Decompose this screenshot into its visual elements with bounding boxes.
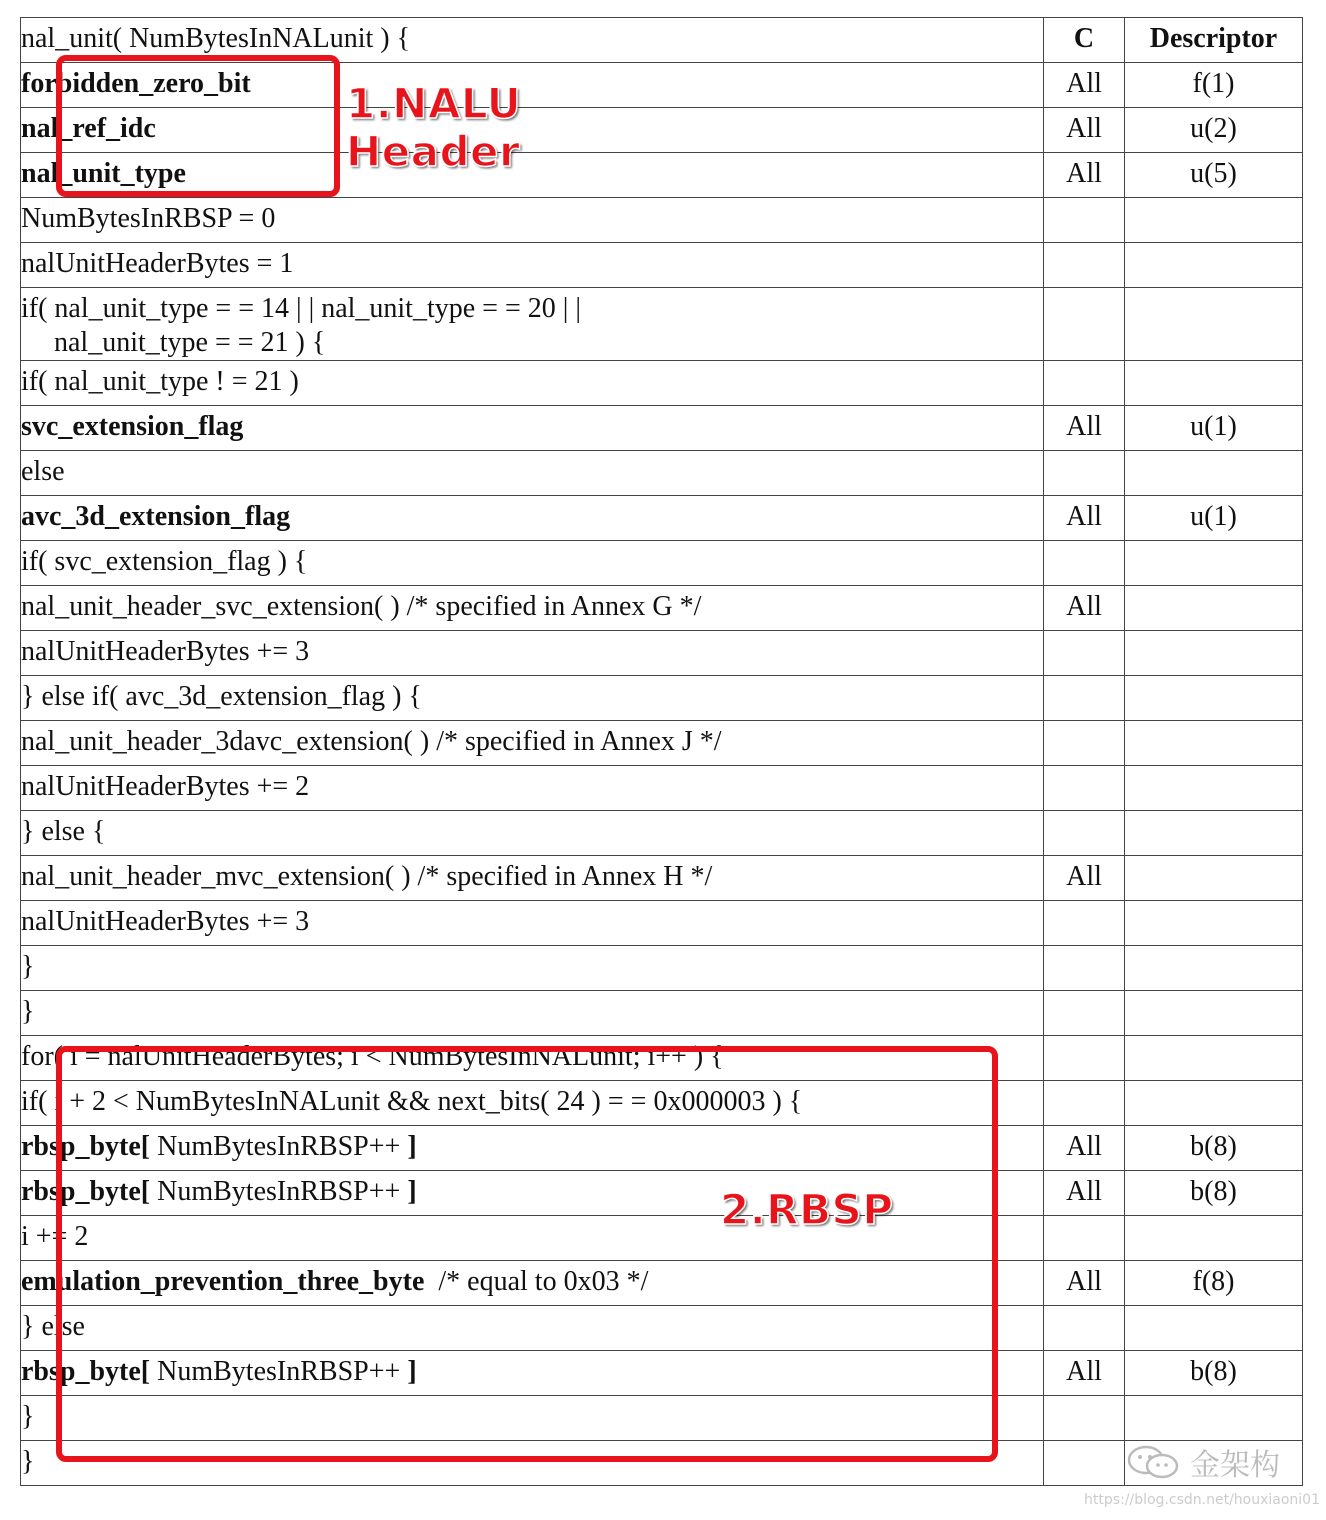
syntax-element: nal_ref_idc <box>21 113 156 144</box>
table-row <box>21 198 1303 243</box>
category-cell: All <box>1044 856 1125 901</box>
code-cell <box>21 451 1044 496</box>
category-cell: All <box>1044 1126 1125 1171</box>
syntax-element: svc_extension_flag <box>21 411 244 442</box>
category-cell <box>1044 946 1125 991</box>
table-row <box>21 496 1303 541</box>
syntax-element: i += 2 <box>21 1221 89 1252</box>
category-cell <box>1044 676 1125 721</box>
table-row <box>21 856 1303 901</box>
syntax-element: if( i + 2 < NumBytesInNALunit && next_bits( 24 ) = = 0x000003 ) { <box>21 1086 803 1117</box>
code-cell <box>21 361 1044 406</box>
descriptor-cell <box>1125 991 1303 1036</box>
syntax-element: nal_unit_type <box>21 158 186 189</box>
syntax-element: if( nal_unit_type ! = 21 ) <box>21 366 299 397</box>
syntax-element: avc_3d_extension_flag <box>21 501 291 532</box>
descriptor-cell: b(8) <box>1125 1171 1303 1216</box>
descriptor-cell <box>1125 856 1303 901</box>
table-row <box>21 811 1303 856</box>
header-c-cell: C <box>1044 18 1125 63</box>
nalu-header-label-line1: 1.NALU <box>346 79 522 128</box>
rbsp-label: 2.RBSP <box>720 1185 894 1234</box>
descriptor-cell <box>1125 901 1303 946</box>
syntax-argument: NumBytesInRBSP++ <box>150 1356 408 1387</box>
descriptor-cell <box>1125 1081 1303 1126</box>
syntax-element: rbsp_byte[ <box>21 1356 151 1387</box>
header-descriptor-cell: Descriptor <box>1125 18 1303 63</box>
category-cell: All <box>1044 586 1125 631</box>
code-cell <box>21 901 1044 946</box>
descriptor-cell <box>1125 811 1303 856</box>
syntax-element: rbsp_byte[ <box>21 1131 151 1162</box>
syntax-element: nal_unit_header_svc_extension( ) /* specified in Annex G */ <box>21 591 702 622</box>
syntax-bracket: ] <box>407 1176 417 1207</box>
syntax-element: } <box>21 996 35 1027</box>
category-cell <box>1044 541 1125 586</box>
code-cell <box>21 946 1044 991</box>
category-cell: All <box>1044 153 1125 198</box>
syntax-element: rbsp_byte[ <box>21 1176 151 1207</box>
descriptor-cell <box>1125 243 1303 288</box>
category-cell <box>1044 361 1125 406</box>
table-row <box>21 1351 1303 1396</box>
category-cell: All <box>1044 496 1125 541</box>
category-cell <box>1044 1441 1125 1486</box>
table-row <box>21 361 1303 406</box>
table-row <box>21 721 1303 766</box>
syntax-argument: /* equal to 0x03 */ <box>424 1266 649 1297</box>
syntax-element: } <box>21 1446 35 1477</box>
category-cell <box>1044 1216 1125 1261</box>
category-cell <box>1044 1036 1125 1081</box>
descriptor-cell <box>1125 1306 1303 1351</box>
category-cell <box>1044 243 1125 288</box>
syntax-element: NumBytesInRBSP = 0 <box>21 203 276 234</box>
category-cell: All <box>1044 1261 1125 1306</box>
code-cell <box>21 198 1044 243</box>
syntax-argument: NumBytesInRBSP++ <box>150 1131 408 1162</box>
syntax-element: } <box>21 951 35 982</box>
table-row <box>21 1036 1303 1081</box>
descriptor-cell <box>1125 631 1303 676</box>
table-row <box>21 1126 1303 1171</box>
header-code-cell: nal_unit( NumBytesInNALunit ) { <box>21 18 1044 63</box>
watermark-brand <box>1126 1440 1280 1484</box>
syntax-element: nalUnitHeaderBytes += 2 <box>21 771 310 802</box>
syntax-element: nal_unit_header_mvc_extension( ) /* specified in Annex H */ <box>21 861 713 892</box>
code-cell <box>21 811 1044 856</box>
category-cell <box>1044 991 1125 1036</box>
code-cell <box>21 288 1044 361</box>
table-row <box>21 1171 1303 1216</box>
table-row <box>21 901 1303 946</box>
code-cell <box>21 1126 1044 1171</box>
category-cell: All <box>1044 108 1125 153</box>
table-row <box>21 1441 1303 1486</box>
descriptor-cell: u(2) <box>1125 108 1303 153</box>
table-row <box>21 586 1303 631</box>
descriptor-cell: u(1) <box>1125 406 1303 451</box>
descriptor-cell: b(8) <box>1125 1351 1303 1396</box>
table-row <box>21 288 1303 361</box>
code-cell <box>21 1081 1044 1126</box>
watermark-url: https://blog.csdn.net/houxiaoni01 <box>1084 1492 1320 1508</box>
watermark-brand-text: 金架构 <box>1190 1448 1280 1483</box>
category-cell: All <box>1044 1171 1125 1216</box>
code-cell <box>21 1261 1044 1306</box>
descriptor-cell <box>1125 1216 1303 1261</box>
table-row <box>21 153 1303 198</box>
category-cell <box>1044 198 1125 243</box>
code-cell <box>21 1351 1044 1396</box>
code-cell <box>21 631 1044 676</box>
table-row <box>21 946 1303 991</box>
descriptor-cell: u(1) <box>1125 496 1303 541</box>
syntax-element: if( nal_unit_type = = 14 | | nal_unit_type = = 20 | | <box>21 293 581 324</box>
syntax-element: } <box>21 1401 35 1432</box>
code-cell <box>21 541 1044 586</box>
category-cell <box>1044 631 1125 676</box>
table-row <box>21 451 1303 496</box>
syntax-element: } else { <box>21 816 106 847</box>
syntax-element: } else if( avc_3d_extension_flag ) { <box>21 681 422 712</box>
table-row <box>21 991 1303 1036</box>
syntax-element: nal_unit_header_3davc_extension( ) /* specified in Annex J */ <box>21 726 722 757</box>
descriptor-cell: b(8) <box>1125 1126 1303 1171</box>
descriptor-cell <box>1125 361 1303 406</box>
code-cell <box>21 1396 1044 1441</box>
syntax-element: emulation_prevention_three_byte <box>21 1266 425 1297</box>
descriptor-cell <box>1125 541 1303 586</box>
category-cell <box>1044 288 1125 361</box>
category-cell <box>1044 901 1125 946</box>
code-cell <box>21 108 1044 153</box>
syntax-element: for( i = nalUnitHeaderBytes; i < NumBytesInNALunit; i++ ) { <box>21 1041 724 1072</box>
category-cell <box>1044 811 1125 856</box>
syntax-table <box>20 17 1303 1486</box>
syntax-element: nalUnitHeaderBytes += 3 <box>21 906 310 937</box>
table-row <box>21 676 1303 721</box>
code-cell <box>21 153 1044 198</box>
descriptor-cell <box>1125 946 1303 991</box>
table-row <box>21 1396 1303 1441</box>
descriptor-cell <box>1125 1036 1303 1081</box>
code-cell <box>21 496 1044 541</box>
syntax-element: else <box>21 456 65 487</box>
syntax-element: nalUnitHeaderBytes = 1 <box>21 248 294 279</box>
table-row <box>21 108 1303 153</box>
category-cell: All <box>1044 1351 1125 1396</box>
syntax-element: forbidden_zero_bit <box>21 68 251 99</box>
code-cell <box>21 243 1044 288</box>
code-cell <box>21 406 1044 451</box>
code-cell <box>21 1306 1044 1351</box>
category-cell <box>1044 721 1125 766</box>
category-cell <box>1044 1081 1125 1126</box>
descriptor-cell <box>1125 586 1303 631</box>
table-row <box>21 1216 1303 1261</box>
table-header-row <box>21 18 1303 63</box>
descriptor-cell: f(8) <box>1125 1261 1303 1306</box>
code-cell <box>21 1036 1044 1081</box>
table-row <box>21 541 1303 586</box>
descriptor-cell <box>1125 451 1303 496</box>
table-row <box>21 1261 1303 1306</box>
syntax-bracket: ] <box>407 1131 417 1162</box>
descriptor-cell <box>1125 721 1303 766</box>
descriptor-cell <box>1125 676 1303 721</box>
code-cell <box>21 586 1044 631</box>
chat-bubble-icon <box>1126 1444 1182 1480</box>
table-row <box>21 406 1303 451</box>
descriptor-cell: f(1) <box>1125 63 1303 108</box>
table-row <box>21 1306 1303 1351</box>
code-cell <box>21 766 1044 811</box>
syntax-element: if( svc_extension_flag ) { <box>21 546 308 577</box>
descriptor-cell <box>1125 288 1303 361</box>
category-cell: All <box>1044 406 1125 451</box>
descriptor-cell <box>1125 1396 1303 1441</box>
code-cell <box>21 1441 1044 1486</box>
syntax-bracket: ] <box>407 1356 417 1387</box>
table-row <box>21 63 1303 108</box>
category-cell <box>1044 766 1125 811</box>
syntax-argument: NumBytesInRBSP++ <box>150 1176 408 1207</box>
table-row <box>21 1081 1303 1126</box>
nalu-header-label-line2: Header <box>346 127 521 176</box>
descriptor-cell: u(5) <box>1125 153 1303 198</box>
table-row <box>21 243 1303 288</box>
code-cell <box>21 63 1044 108</box>
category-cell <box>1044 1306 1125 1351</box>
category-cell <box>1044 451 1125 496</box>
descriptor-cell <box>1125 198 1303 243</box>
code-cell <box>21 676 1044 721</box>
code-cell <box>21 721 1044 766</box>
syntax-continuation: nal_unit_type = = 21 ) { <box>54 327 326 358</box>
nalu-header-label <box>346 80 521 176</box>
table-row <box>21 766 1303 811</box>
category-cell <box>1044 1396 1125 1441</box>
category-cell: All <box>1044 63 1125 108</box>
code-cell <box>21 991 1044 1036</box>
syntax-element: nalUnitHeaderBytes += 3 <box>21 636 310 667</box>
syntax-element: } else <box>21 1311 85 1342</box>
code-cell <box>21 856 1044 901</box>
table-row <box>21 631 1303 676</box>
descriptor-cell <box>1125 766 1303 811</box>
